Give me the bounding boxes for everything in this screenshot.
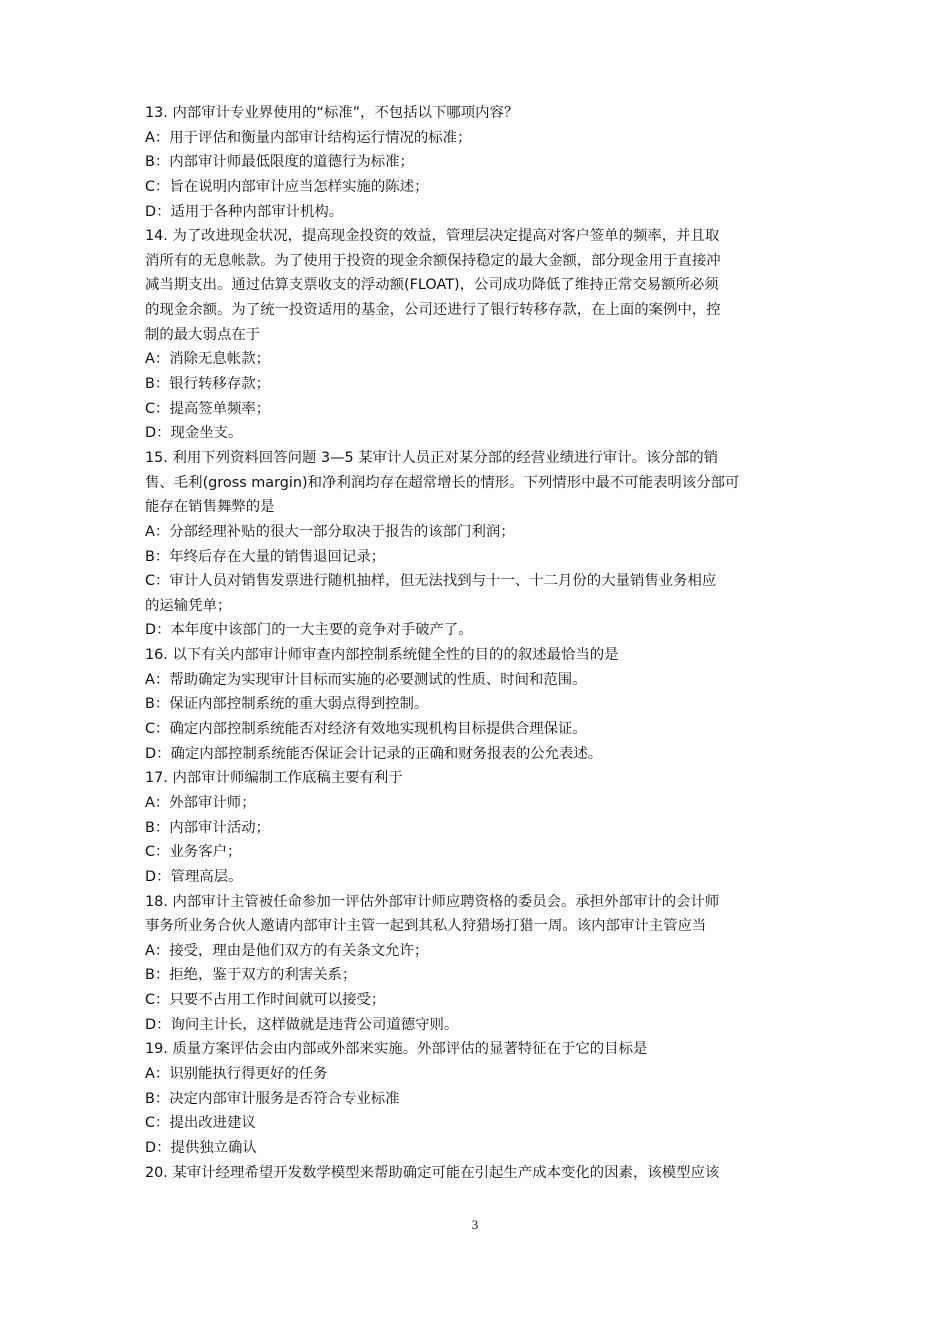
text-line: 的现金余额。为了统一投资适用的基金，公司还进行了银行转移存款，在上面的案例中，控: [145, 302, 721, 319]
text-line: 的运输凭单；: [145, 597, 232, 614]
text-line: D：询问主计长，这样做就是违背公司道德守则。: [145, 1016, 459, 1033]
text-line: C：提出改进建议: [145, 1115, 256, 1132]
text-line: 17. 内部审计师编制工作底稿主要有利于: [145, 770, 403, 787]
text-line: A：分部经理补贴的很大一部分取决于报告的该部门利润；: [145, 523, 515, 540]
page-body: [145, 101, 815, 1185]
text-line: B：内部审计师最低限度的道德行为标准；: [145, 154, 414, 171]
text-line: C：提高签单频率；: [145, 400, 271, 417]
text-line: A：识别能执行得更好的任务: [145, 1065, 328, 1082]
text-line: 14. 为了改进现金状况，提高现金投资的效益，管理层决定提高对客户签单的频率，并且取: [145, 228, 720, 245]
text-line: C：业务客户；: [145, 844, 242, 861]
text-line: 减当期支出。通过估算支票收支的浮动额(FLOAT)，公司成功降低了维持正常交易额所必须: [145, 277, 719, 294]
text-line: C：只要不占用工作时间就可以接受；: [145, 992, 386, 1009]
text-line: D：本年度中该部门的一大主要的竞争对手破产了。: [145, 622, 473, 639]
text-line: 20. 某审计经理希望开发数学模型来帮助确定可能在引起生产成本变化的因素，该模型应该: [145, 1164, 720, 1181]
text-line: A：接受，理由是他们双方的有关条文允许；: [145, 942, 429, 959]
text-line: D：提供独立确认: [145, 1139, 257, 1156]
text-line: 16. 以下有关内部审计师审查内部控制系统健全性的目的的叙述最恰当的是: [145, 647, 619, 664]
text-line: 15. 利用下列资料回答问题 3—5 某审计人员正对某分部的经营业绩进行审计。该分部的销: [145, 449, 718, 466]
text-line: B：内部审计活动；: [145, 819, 270, 836]
text-line: A：用于评估和衡量内部审计结构运行情况的标准；: [145, 129, 472, 146]
text-line: 售、毛利(gross margin)和净利润均存在超常增长的情形。下列情形中最不可能表明该分部可: [145, 474, 740, 491]
text-line: 13. 内部审计专业界使用的“标准”，不包括以下哪项内容？: [145, 105, 519, 121]
text-line: A：帮助确定为实现审计目标而实施的必要测试的性质、时间和范围。: [145, 671, 587, 688]
text-line: D：现金坐支。: [145, 425, 243, 442]
text-line: A：外部审计师；: [145, 794, 256, 811]
text-line: 18. 内部审计主管被任命参加一评估外部审计师应聘资格的委员会。承担外部审计的会计师: [145, 893, 720, 910]
text-line: A：消除无息帐款；: [145, 351, 270, 368]
text-line: 消所有的无息帐款。为了使用于投资的现金余额保持稳定的最大金额，部分现金用于直接冲: [145, 252, 721, 269]
page-number: 3: [471, 1217, 479, 1232]
text-line: B：决定内部审计服务是否符合专业标准: [145, 1090, 400, 1107]
text-line: C：审计人员对销售发票进行随机抽样，但无法找到与十一、十二月份的大量销售业务相应: [145, 573, 717, 590]
text-line: C：确定内部控制系统能否对经济有效地实现机构目标提供合理保证。: [145, 721, 587, 738]
text-line: C：旨在说明内部审计应当怎样实施的陈述；: [145, 178, 429, 195]
text-line: B：年终后存在大量的销售退回记录；: [145, 548, 386, 565]
text-line: D：管理高层。: [145, 868, 243, 885]
text-line: D：适用于各种内部审计机构。: [145, 203, 344, 220]
text-line: 制的最大弱点在于: [145, 326, 261, 343]
text-line: B：银行转移存款；: [145, 376, 270, 393]
text-line: B：拒绝，鉴于双方的利害关系；: [145, 967, 357, 984]
text-line: 19. 质量方案评估会由内部或外部来实施。外部评估的显著特征在于它的目标是: [145, 1041, 648, 1058]
text-line: 事务所业务合伙人邀请内部审计主管一起到其私人狩猎场打猎一周。该内部审计主管应当: [145, 918, 707, 935]
text-line: 能存在销售舞弊的是: [145, 499, 275, 516]
text-line: D：确定内部控制系统能否保证会计记录的正确和财务报表的公允表述。: [145, 745, 603, 762]
text-line: B：保证内部控制系统的重大弱点得到控制。: [145, 696, 429, 713]
